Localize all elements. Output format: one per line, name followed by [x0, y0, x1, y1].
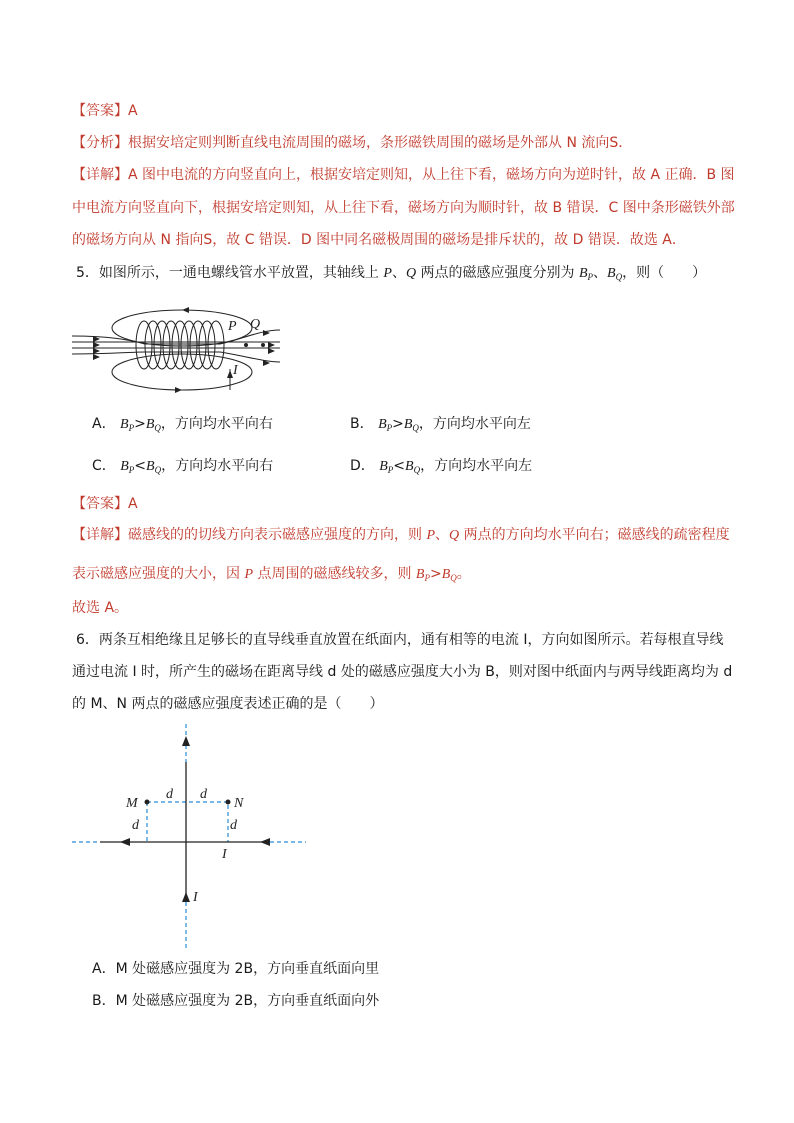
figure-label-i: I — [233, 363, 238, 378]
q6-option-b[interactable]: B．M 处磁感应强度为 2B，方向垂直纸面向外 — [92, 993, 380, 1009]
answer-tag: 【答案】 — [72, 103, 128, 119]
analysis-line — [72, 133, 632, 153]
label-d-top-right: d — [200, 787, 207, 802]
point-q: Q — [405, 266, 417, 281]
point-p: P — [383, 266, 392, 281]
q6-option-a[interactable]: A．M 处磁感应强度为 2B，方向垂直纸面向里 — [92, 961, 380, 977]
question-6-line-1: 6．两条互相绝缘且足够长的直导线垂直放置在纸面内，通有相等的电流 I，方向如图所示。若每根直导线 — [76, 632, 724, 648]
option-c[interactable]: C． $B_P<B_Q$，方向均水平向右 — [92, 458, 274, 475]
detail5-line-1: 【详解】磁感线的的切线方向表示磁感应强度的方向，则 P、Q 两点的方向均水平向右；磁感线的疏密程度 — [72, 527, 730, 543]
detail5-conclusion: 故选 A。 — [72, 600, 129, 616]
detail5-line-2: 表示磁感应强度的大小，因 P 点周围的磁感线较多，则 $B_P>B_Q$。 — [72, 566, 471, 583]
answer-tag: 【答案】 — [72, 496, 128, 512]
analysis-tag: 【分析】 — [72, 135, 128, 151]
solenoid-figure — [70, 300, 300, 400]
detail-line-3: 的磁场方向从 N 指向S，故 C 错误．D 图中同名磁极周围的磁场是排斥状的，故 D 错误．故选 A． — [72, 232, 686, 248]
label-d-top-left: d — [166, 787, 173, 802]
detail-line-2: 中电流方向竖直向下，根据安培定则知，从上往下看，磁场方向为顺时针，故 B 错误．C 图中条形磁铁外部 — [72, 200, 735, 216]
separator: 、 — [593, 265, 608, 281]
b-p: $B_P$ — [578, 266, 594, 282]
label-m: M — [126, 796, 138, 811]
cross-wire-figure — [70, 722, 310, 950]
question-5-stem — [76, 263, 706, 287]
option-d[interactable]: D． $B_P<B_Q$，方向均水平向左 — [350, 458, 533, 475]
figure-label-q: Q — [250, 317, 261, 332]
separator: 、 — [391, 265, 406, 281]
label-d-right: d — [230, 818, 237, 833]
figure-label-p: P — [228, 319, 237, 334]
question-6-line-3: 的 M、N 两点的磁感应强度表述正确的是（ ） — [72, 696, 384, 712]
question-stem-b: 两点的磁感应强度分别为 — [416, 265, 579, 281]
answer-value: A — [128, 496, 138, 512]
detail-tag: 【详解】 — [72, 527, 128, 543]
label-i-horizontal: I — [222, 847, 227, 862]
detail-tag: 【详解】 — [72, 167, 128, 183]
analysis-text: 根据安培定则判断直线电流周围的磁场，条形磁铁周围的磁场是外部从 N 流向S． — [128, 135, 633, 151]
detail-text-1: A 图中电流的方向竖直向上，根据安培定则知，从上往下看，磁场方向为逆时针，故 A 正确．B 图 — [128, 167, 735, 183]
b-q: $B_Q$ — [607, 266, 623, 282]
option-b[interactable]: B． $B_P>B_Q$，方向均水平向左 — [350, 416, 531, 433]
question-6-line-2: 通过电流 I 时，所产生的磁场在距离导线 d 处的磁感应强度大小为 B，则对图中纸面内与两导线距离均为 d — [72, 664, 733, 680]
answer-line-5 — [72, 494, 138, 514]
label-d-left: d — [132, 818, 139, 833]
label-i-vertical: I — [193, 890, 198, 905]
label-n: N — [234, 796, 244, 811]
detail-line-1 — [72, 165, 735, 185]
option-a[interactable]: A． $B_P>B_Q$，方向均水平向右 — [92, 416, 273, 433]
answer-value: A — [128, 103, 138, 119]
answer-line — [72, 101, 138, 121]
question-stem-a: 如图所示，一通电螺线管水平放置，其轴线上 — [98, 265, 384, 281]
question-stem-c: ，则（ ） — [622, 265, 707, 281]
question-number: 5． — [76, 265, 99, 281]
